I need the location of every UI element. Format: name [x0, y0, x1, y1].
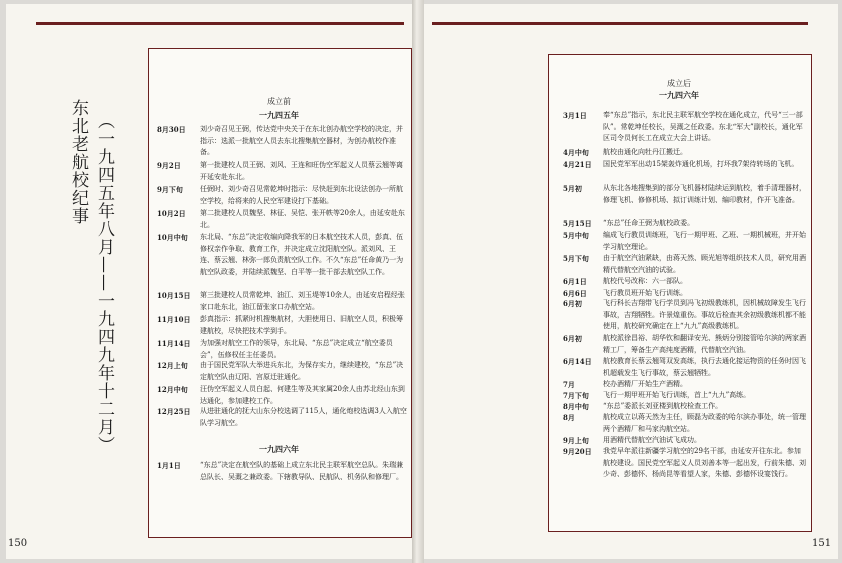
entry-date: 5月下旬 — [563, 254, 589, 263]
entry-text: 飞行一期甲班开始飞行训练，首上“九九”高练。 — [603, 391, 751, 399]
vertical-title: 东北老航校纪事 — [68, 99, 88, 225]
left-top-rule — [36, 22, 404, 25]
right-top-rule — [432, 22, 808, 25]
entry-text: 任弼时、刘少奇召见常乾坤时指示：尽快赶到东北设法创办一所航空学校，给将来的人民空军建设打下基础。 — [200, 185, 403, 205]
entry-date: 7月 — [563, 380, 575, 389]
entry-date: 11月14日 — [157, 339, 191, 348]
entry-date: 12月25日 — [157, 407, 191, 416]
entry-date: 5月中旬 — [563, 231, 589, 240]
entry-date: 9月上旬 — [563, 436, 589, 445]
entry-text: “东总”任命王弼为航校政委。 — [603, 219, 695, 227]
entry-date: 8月中旬 — [563, 402, 589, 411]
entry-text: 刘少奇召见王弼，传达党中央关于在东北创办航空学校的决定，并指示：选派一批航空人员去东北搜集航空器材，为创办航校作准备。 — [200, 125, 403, 156]
entry-date: 9月2日 — [157, 161, 181, 170]
entry-text: 由于航空汽油紧缺，由蒋天然、顾光旭等组织技术人员，研究用酒精代替航空汽油的试验。 — [603, 254, 806, 274]
entry-text: “东总”决定在航空队的基础上成立东北民主联军航空总队。朱瑞兼总队长、吴溉之兼政委。下辖教导队、民航队、机务队和修理厂。 — [200, 461, 404, 481]
entry-text: 飞行教员班开始飞行训练。 — [603, 289, 687, 297]
entry-text: 航校代号改称：六一部队。 — [603, 277, 687, 285]
entry-text: 第二批建校人员魏坚、林征、吴恺、张开帙等20余人，由延安赴东北。 — [200, 209, 405, 229]
page-number: 151 — [812, 538, 832, 549]
entry-date: 12月中旬 — [157, 385, 188, 394]
entry-text: 编成飞行教员训练班，飞行一期甲班、乙班、一期机械班，并开始学习航空理论。 — [603, 231, 806, 251]
year-heading: 一九四六年 — [659, 90, 699, 100]
entry-date: 1月1日 — [157, 461, 181, 470]
vertical-date-range: （一九四五年八月——一九四九年十二月） — [94, 112, 114, 454]
entry-date: 8月30日 — [157, 125, 186, 134]
entry-date: 3月1日 — [563, 111, 587, 120]
entry-text: 从东北各地搜集到的部分飞机器材陆续运到航校，着手清理器材，修理飞机、修修机场、拟订训练计划、编印教材，作开飞准备。 — [603, 184, 806, 204]
entry-text: 为加强对航空工作的领导，东北局、“东总”决定成立“航空委员会”，伍修权任主任委员。 — [200, 339, 393, 359]
entry-text: 第三批建校人员常乾坤、油江、刘玉堤等10余人，由延安启程经张家口赴东北，油江留张家口办航空站。 — [200, 291, 405, 311]
entry-date: 8月 — [563, 413, 575, 422]
entry-text: “东总”委派长刘亚楼到航校检查工作。 — [603, 402, 723, 410]
entry-date: 9月下旬 — [157, 185, 183, 194]
entry-text: 东北局、“东总”决定收编向降我军的日本航空技术人员，彭真、伍修权亲作争取、教育工作，并决定成立沈阳航空队。派刘风、王连、蔡云翘、林弥一郎负责航空队工作。不久“东总”任命黄乃一为航空队政委，并陆续派魏坚、白平等一批干部去航空队工作。 — [200, 233, 404, 276]
entry-text: 航校由通化向牡丹江搬迁。 — [603, 148, 687, 156]
entry-text: 汪伪空军起义人员白起、何建生等及其家属20余人由苏北经山东到达通化，参加建校工作。 — [200, 385, 405, 405]
entry-date: 6月14日 — [563, 357, 592, 366]
entry-date: 10月15日 — [157, 291, 191, 300]
entry-text: 用酒精代替航空汽油试飞成功。 — [603, 436, 701, 444]
entry-text: 国民党军军出动15架轰炸通化机场，打坏我7架待转场的飞机。 — [603, 160, 799, 168]
entry-text: 航校教育长蔡云翘驾双发高练，执行去通化接运物资的任务时因飞机超载发生飞行事故，蔡云翘牺牲。 — [603, 357, 806, 377]
entry-text: 航校成立以蒋天然为主任，顾磊为政委的哈尔滨办事处，统一管理两个酒精厂和马家沟航空站。 — [603, 413, 806, 433]
section-heading: 成立后 — [667, 79, 691, 88]
entry-text: 第一批建校人员王弼、刘风、王连和旺伪空军起义人员蔡云翘等离开延安赴东北。 — [200, 161, 403, 181]
entry-text: 校办酒精厂开始生产酒精。 — [603, 380, 687, 388]
book-gutter — [412, 0, 424, 563]
entry-text: 飞行科长吉翔带飞行学员到冯飞初级教练机，因机械故障发生飞行事故，吉翔牺牲。许景煌重伤。事故后检查其余初级教练机都不能使用，航校研究确定在上“九九”高级教练机。 — [603, 299, 806, 330]
entry-date: 9月20日 — [563, 447, 592, 456]
year-heading: 一九四六年 — [259, 444, 299, 454]
entry-text: 从进驻通化的抚大山东分校选调了115人，通化炮校选调3人入航空队学习航空。 — [200, 407, 407, 427]
entry-date: 6月6日 — [563, 289, 587, 298]
entry-text: 奉“东总”指示，东北民主联军航空学校在通化成立，代号“三一部队”。常乾坤任校长，吴溉之任政委。东北“军大”副校长，通化军区司令员何长工在成立大会上讲话。 — [603, 111, 803, 142]
entry-text: 我党早年派往新疆学习航空的29名干部，由延安开往东北。参加航校建设。国民党空军起义人员刘善本等一起出发，行前朱德、刘少奇、彭德怀、杨尚昆等看望人家，朱德、彭德怀设宴饯行。 — [603, 447, 806, 478]
entry-date: 5月初 — [563, 184, 582, 193]
section-heading: 成立前 — [267, 97, 291, 106]
entry-date: 6月初 — [563, 299, 582, 308]
entry-text: 航校派徐昌裕、胡华钦和翻译安光、熊炳分别接管哈尔滨的两家酒精工厂，筹备生产高纯度酒精，代替航空汽油。 — [603, 334, 806, 354]
entry-text: 由于国民党军队大举进兵东北，为保存实力，继续建校，“东总”决定航空队由辽阳、宫原迁驻通化。 — [200, 361, 404, 381]
entry-date: 6月1日 — [563, 277, 587, 286]
entry-date: 7月下旬 — [563, 391, 589, 400]
entry-date: 10月2日 — [157, 209, 186, 218]
entry-date: 11月10日 — [157, 315, 191, 324]
entry-text: 彭真指示：抓紧时机搜集航材，大胆使用日、旧航空人员，积极筹建航校，尽快把技术学到手。 — [200, 315, 403, 335]
entry-date: 12月上旬 — [157, 361, 188, 370]
page-number: 150 — [8, 538, 28, 549]
year-heading: 一九四五年 — [259, 110, 299, 120]
entry-date: 6月初 — [563, 334, 582, 343]
entry-date: 5月15日 — [563, 219, 592, 228]
entry-date: 4月21日 — [563, 160, 592, 169]
entry-date: 4月中旬 — [563, 148, 589, 157]
entry-date: 10月中旬 — [157, 233, 188, 242]
